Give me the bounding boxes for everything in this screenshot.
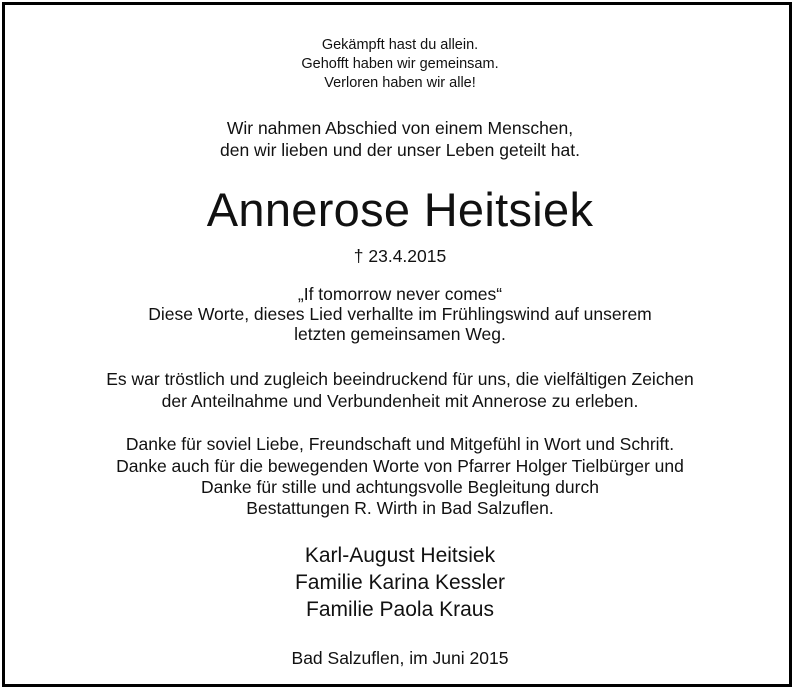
thanks-line-3: Danke für stille und achtungsvolle Begleitung durch — [201, 477, 599, 497]
signatory-3: Familie Paola Kraus — [306, 598, 494, 621]
song-line-2: Diese Worte, dieses Lied verhallte im Frühlingswind auf unserem — [148, 304, 652, 324]
signatory-1: Karl-August Heitsiek — [304, 544, 496, 567]
death-date: † 23.4.2015 — [353, 246, 447, 266]
comfort-line-2: der Anteilnahme und Verbundenheit mit Annerose zu erleben. — [161, 391, 639, 411]
intro-line-1: Wir nahmen Abschied von einem Menschen, — [226, 118, 574, 138]
deceased-name: Annerose Heitsiek — [206, 183, 594, 236]
song-line-3: letzten gemeinsamen Weg. — [294, 324, 506, 344]
motto-line-3: Verloren haben wir alle! — [324, 75, 476, 91]
thanks-line-1: Danke für soviel Liebe, Freundschaft und Mitgefühl in Wort und Schrift. — [125, 434, 675, 454]
motto-line-1: Gekämpft hast du allein. — [321, 37, 479, 53]
thanks-line-4: Bestattungen R. Wirth in Bad Salzuflen. — [246, 498, 554, 518]
place-date: Bad Salzuflen, im Juni 2015 — [291, 648, 509, 668]
signatory-2: Familie Karina Kessler — [294, 571, 506, 594]
song-line-1: „If tomorrow never comes“ — [297, 284, 503, 304]
thanks-line-2: Danke auch für die bewegenden Worte von Pfarrer Holger Tielbürger und — [116, 456, 684, 476]
intro-line-2: den wir lieben und der unser Leben geteilt hat. — [220, 140, 580, 160]
comfort-line-1: Es war tröstlich und zugleich beeindruckend für uns, die vielfältigen Zeichen — [106, 369, 694, 389]
motto-line-2: Gehofft haben wir gemeinsam. — [301, 56, 499, 72]
